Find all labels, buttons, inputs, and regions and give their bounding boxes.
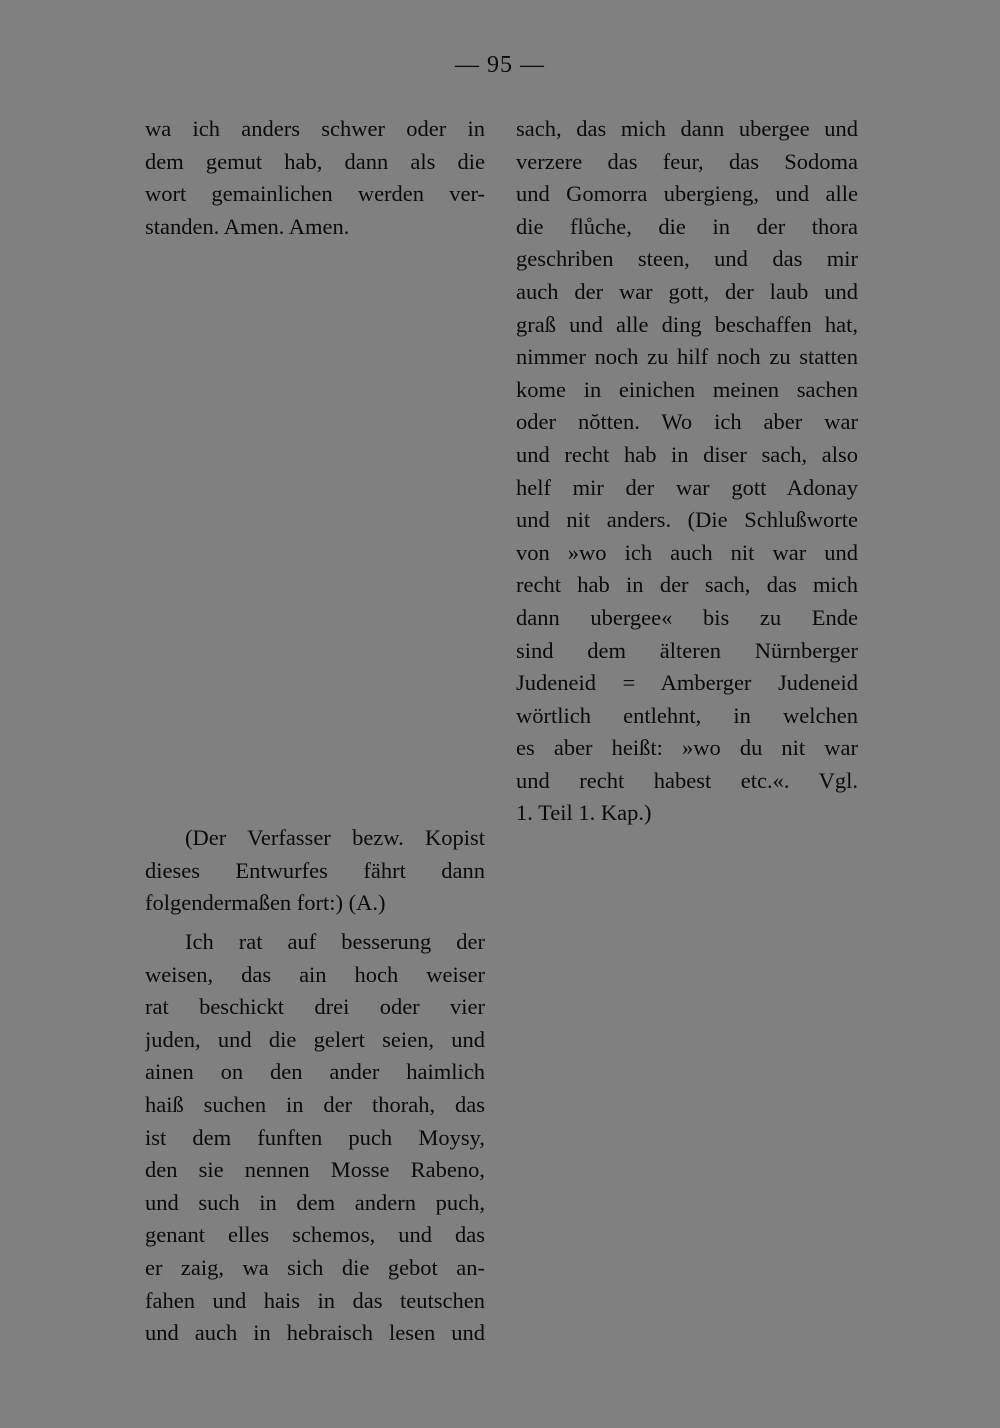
text-line: ainen on den ander haimlich <box>145 1059 485 1085</box>
text-line: und nit anders. (Die Schlußworte <box>516 507 858 533</box>
left-paragraph-3 <box>145 926 485 1350</box>
text-line: nimmer noch zu hilf noch zu statten <box>516 344 858 370</box>
text-line: (Der Verfasser bezw. Kopist <box>185 825 485 850</box>
text-line: wort gemainlichen werden ver- <box>145 181 485 207</box>
text-line: Ich rat auf besserung der <box>185 929 485 954</box>
text-line: von »wo ich auch nit war und <box>516 539 858 565</box>
text-line: 1. Teil 1. Kap.) <box>516 800 652 826</box>
text-line: sind dem älteren Nürnberger <box>516 637 858 663</box>
text-line: dann ubergee« bis zu Ende <box>516 604 858 630</box>
text-line: recht hab in der sach, das mich <box>516 572 858 598</box>
text-line: wörtlich entlehnt, in welchen <box>516 702 858 728</box>
text-line: und recht habest etc.«. Vgl. <box>516 767 858 793</box>
text-line: haiß suchen in der thorah, das <box>145 1091 485 1117</box>
text-line: den sie nennen Mosse Rabeno, <box>145 1157 485 1183</box>
text-line: dieses Entwurfes fährt dann <box>145 857 485 883</box>
text-line: verzere das feur, das Sodoma <box>516 148 858 174</box>
text-line: auch der war gott, der laub und <box>516 278 858 304</box>
text-line: die flůche, die in der thora <box>516 213 858 239</box>
text-line: dem gemut hab, dann als die <box>145 148 485 174</box>
text-line: folgendermaßen fort:) (A.) <box>145 890 386 916</box>
text-line: und such in dem andern puch, <box>145 1189 485 1215</box>
text-line: und auch in hebraisch lesen und <box>145 1320 485 1346</box>
text-line: standen. Amen. Amen. <box>145 213 350 239</box>
text-line: kome in einichen meinen sachen <box>516 376 858 402</box>
text-line: oder nŏtten. Wo ich aber war <box>516 409 858 435</box>
text-line: wa ich anders schwer oder in <box>145 116 485 141</box>
text-line: ist dem funften puch Moysy, <box>145 1124 485 1150</box>
text-line: helf mir der war gott Adonay <box>516 474 858 500</box>
text-line: weisen, das ain hoch weiser <box>145 961 485 987</box>
text-line: er zaig, wa sich die gebot an- <box>145 1254 485 1280</box>
text-line: genant elles schemos, und das <box>145 1222 485 1248</box>
text-line: und Gomorra ubergieng, und alle <box>516 181 858 207</box>
left-paragraph-1 <box>145 113 485 243</box>
text-line: juden, und die gelert seien, und <box>145 1026 485 1052</box>
text-line: fahen und hais in das teutschen <box>145 1287 485 1313</box>
page-number: — 95 — <box>455 52 545 78</box>
text-line: sach, das mich dann ubergee und <box>516 116 858 141</box>
text-line: Judeneid = Amberger Judeneid <box>516 670 858 696</box>
text-line: es aber heißt: »wo du nit war <box>516 735 858 761</box>
text-line: graß und alle ding beschaffen hat, <box>516 311 858 337</box>
text-line: geschriben steen, und das mir <box>516 246 858 272</box>
left-paragraph-2 <box>145 822 485 920</box>
text-line: und recht hab in diser sach, also <box>516 441 858 467</box>
text-line: rat beschickt drei oder vier <box>145 994 485 1020</box>
right-column-text <box>516 113 858 830</box>
